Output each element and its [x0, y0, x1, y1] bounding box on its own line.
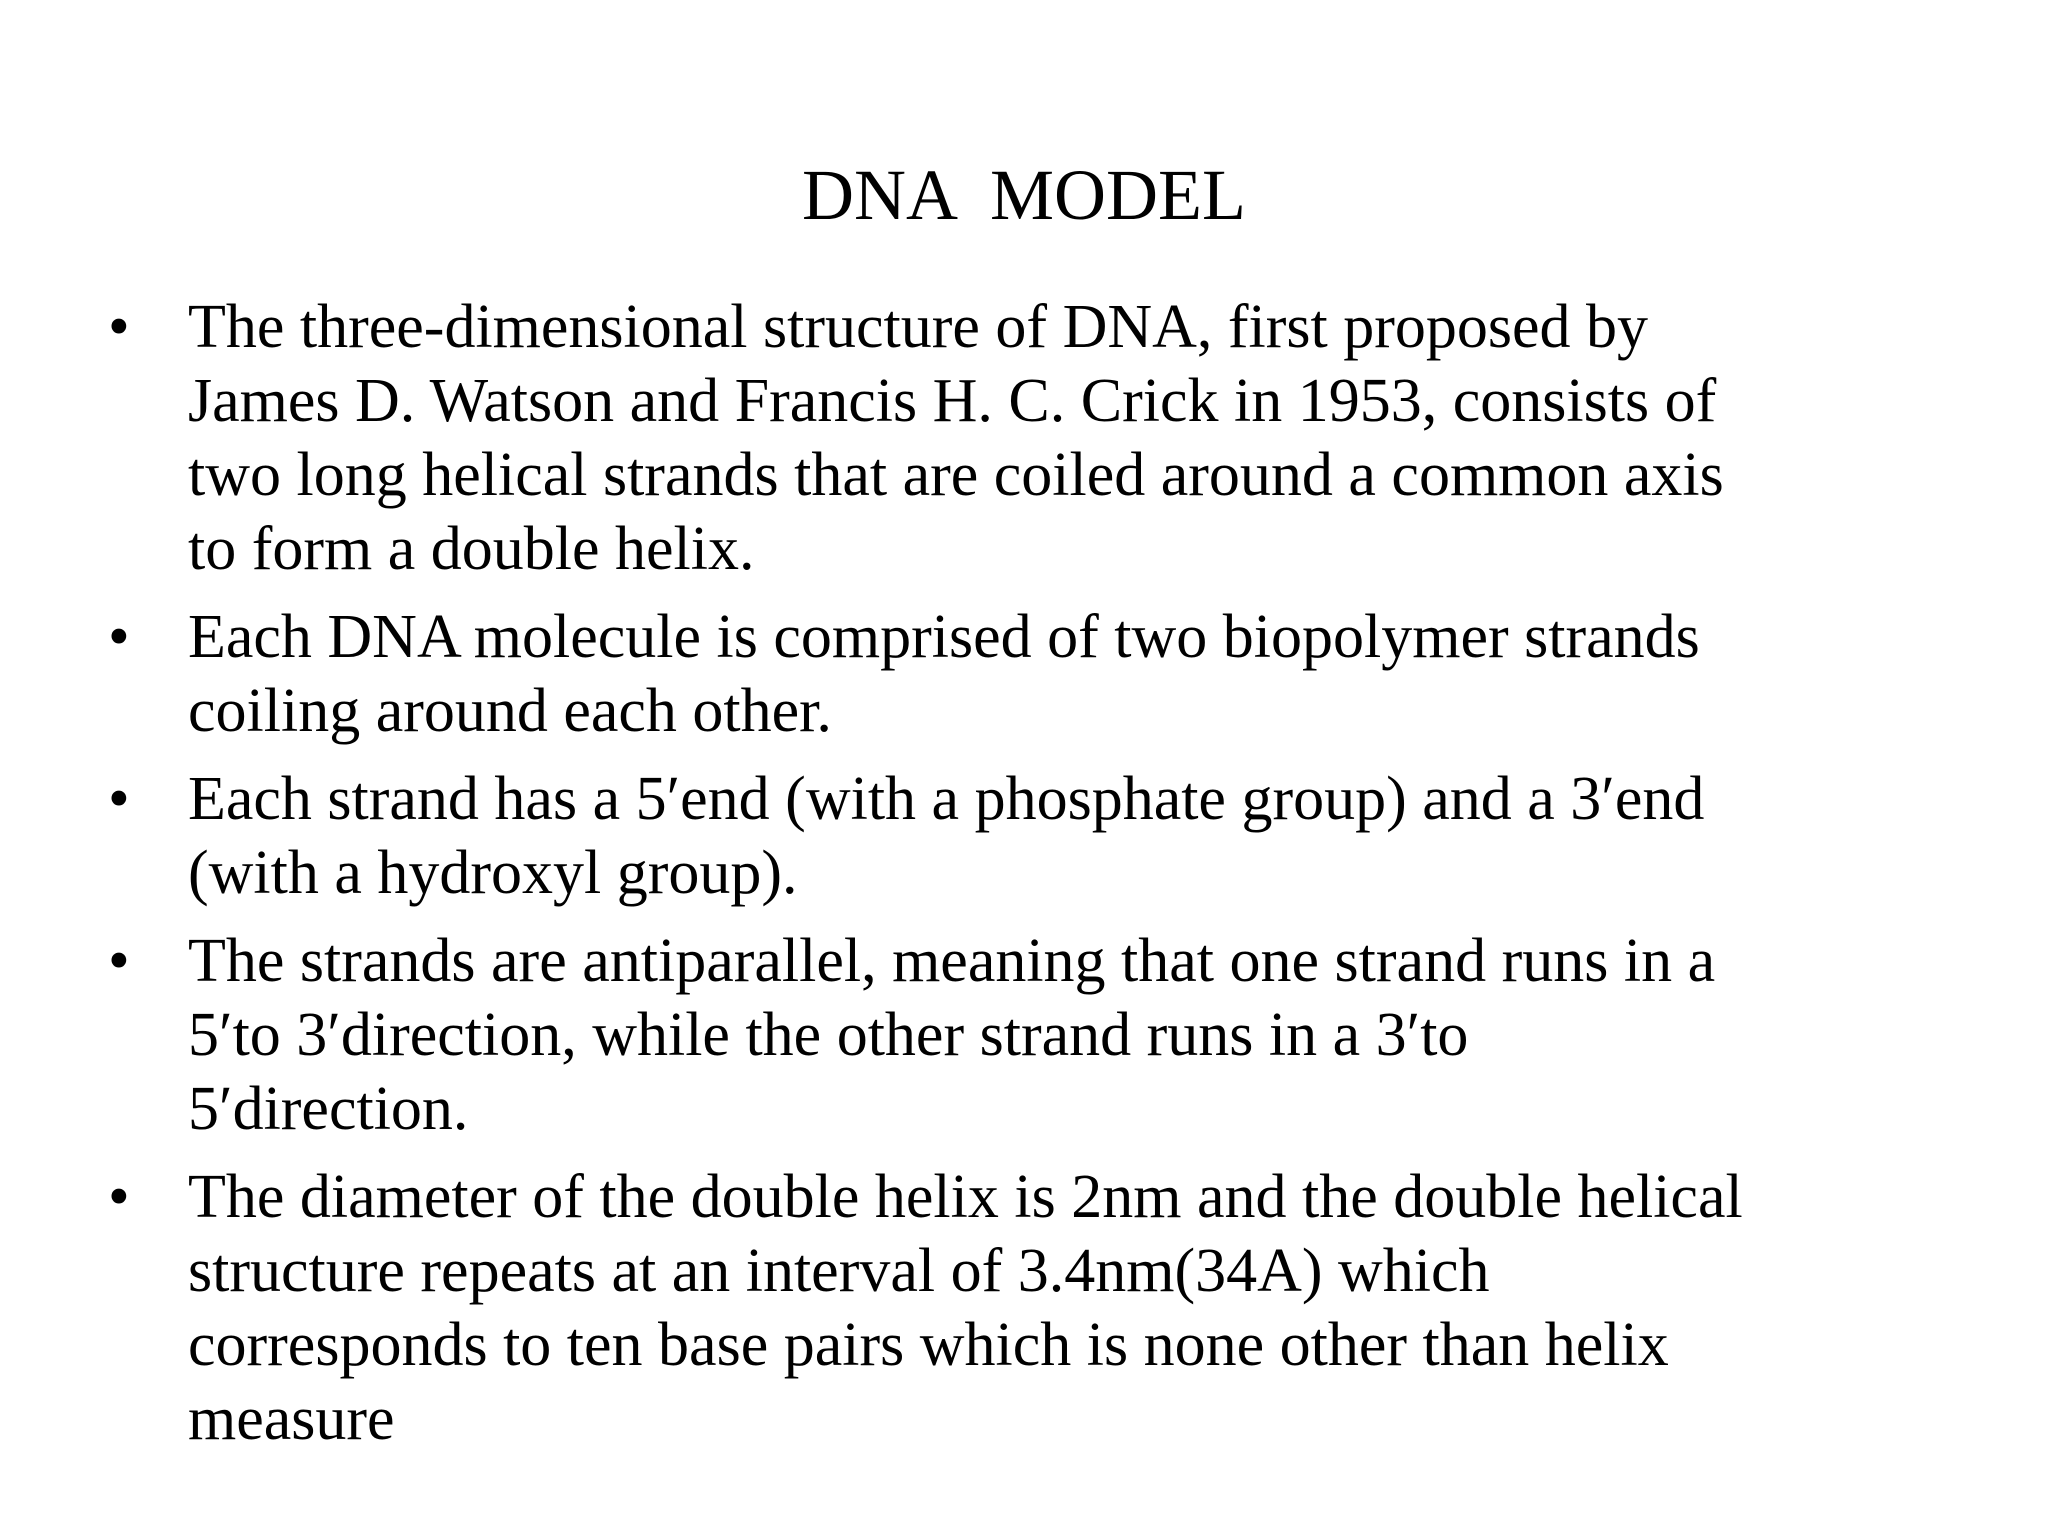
bullet-text-line: two long helical strands that are coiled around a common axis: [188, 441, 1724, 509]
bullet-text-line: coiling around each other.: [188, 677, 832, 745]
bullet-text-line: The diameter of the double helix is 2nm and the double helical: [188, 1163, 1743, 1231]
bullet-icon: •: [108, 1163, 130, 1231]
bullet-item-2: [0, 600, 2048, 748]
bullet-text-line: James D. Watson and Francis H. C. Crick in 1953, consists of: [188, 367, 1717, 435]
bullet-text-line: Each strand has a 5′end (with a phosphate group) and a 3′end: [188, 765, 1705, 833]
bullet-text-line: The three-dimensional structure of DNA, first proposed by: [188, 293, 1649, 361]
bullet-text-line: to form a double helix.: [188, 515, 755, 583]
bullet-text-line: measure: [188, 1385, 395, 1453]
bullet-text-line: structure repeats at an interval of 3.4nm(34A) which: [188, 1237, 1490, 1305]
bullet-icon: •: [108, 603, 130, 671]
bullet-item-5: [0, 1160, 2048, 1456]
bullet-text-line: 5′to 3′direction, while the other strand runs in a 3′to: [188, 1001, 1469, 1069]
bullet-item-4: [0, 924, 2048, 1146]
bullet-text-line: (with a hydroxyl group).: [188, 839, 798, 907]
bullet-icon: •: [108, 293, 130, 361]
bullet-list: [0, 290, 2048, 1470]
bullet-item-1: [0, 290, 2048, 586]
bullet-text-line: The strands are antiparallel, meaning that one strand runs in a: [188, 927, 1716, 995]
bullet-item-3: [0, 762, 2048, 910]
bullet-text-line: corresponds to ten base pairs which is none other than helix: [188, 1311, 1669, 1379]
bullet-icon: •: [108, 765, 130, 833]
slide-title: DNA MODEL: [802, 155, 1246, 235]
bullet-text-line: Each DNA molecule is comprised of two biopolymer strands: [188, 603, 1700, 671]
bullet-text-line: 5′direction.: [188, 1075, 469, 1143]
bullet-icon: •: [108, 927, 130, 995]
